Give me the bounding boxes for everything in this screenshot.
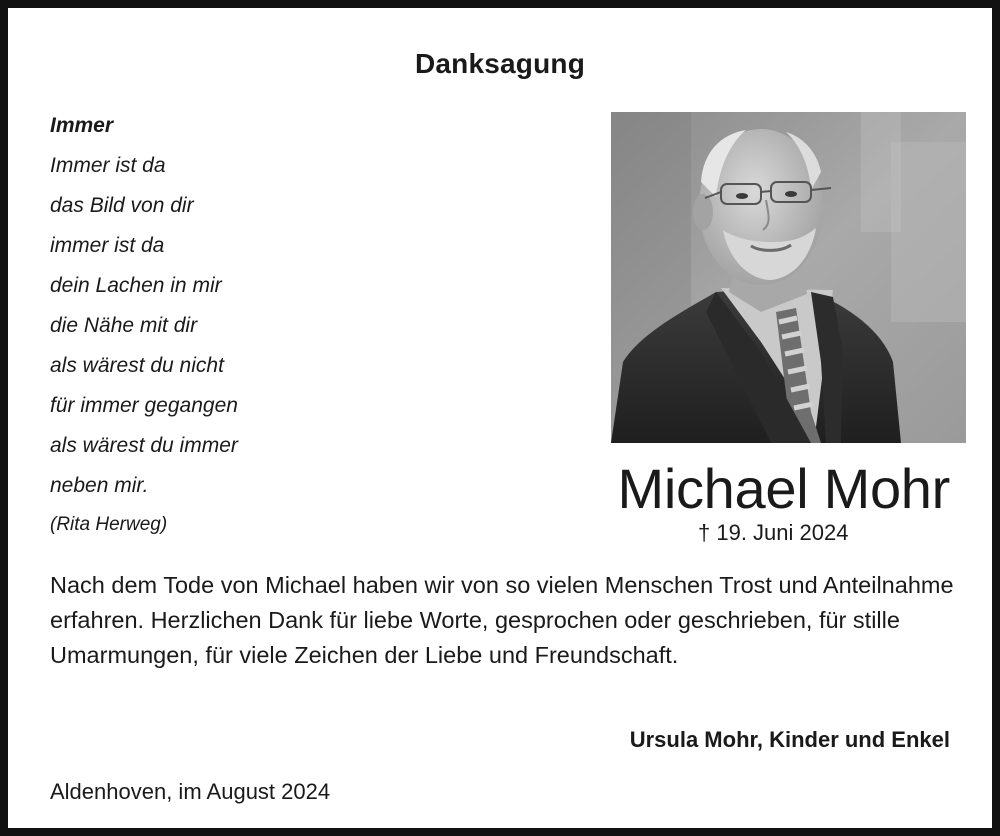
death-date: † 19. Juni 2024 (698, 520, 849, 545)
poem-line: das Bild von dir (50, 194, 194, 217)
poem-line: Immer ist da (50, 154, 166, 177)
poem-title: Immer (50, 114, 114, 137)
poem-line: als wärest du immer (50, 434, 238, 457)
signature: Ursula Mohr, Kinder und Enkel (629, 727, 950, 752)
poem (50, 106, 370, 545)
portrait-photo (611, 112, 966, 443)
poem-line: für immer gegangen (50, 394, 238, 417)
poem-line: dein Lachen in mir (50, 274, 222, 297)
deceased-name: Michael Mohr (617, 457, 950, 520)
poem-line: als wärest du nicht (50, 354, 224, 377)
message-text: Nach dem Tode von Michael haben wir von so vielen Menschen Trost und Anteilnahme erfahren. Herzlichen Dank für liebe Worte, gesprochen oder geschrieben, für stille Umarmungen, für viele Zeichen der Liebe und Freundschaft. (50, 572, 954, 668)
poem-line: die Nähe mit dir (50, 314, 198, 337)
thank-you-message (50, 568, 966, 673)
heading: Danksagung (414, 48, 586, 79)
place-date: Aldenhoven, im August 2024 (50, 779, 331, 804)
poem-line: immer ist da (50, 234, 165, 257)
poem-line: neben mir. (50, 474, 149, 497)
poem-author: (Rita Herweg) (50, 514, 168, 535)
